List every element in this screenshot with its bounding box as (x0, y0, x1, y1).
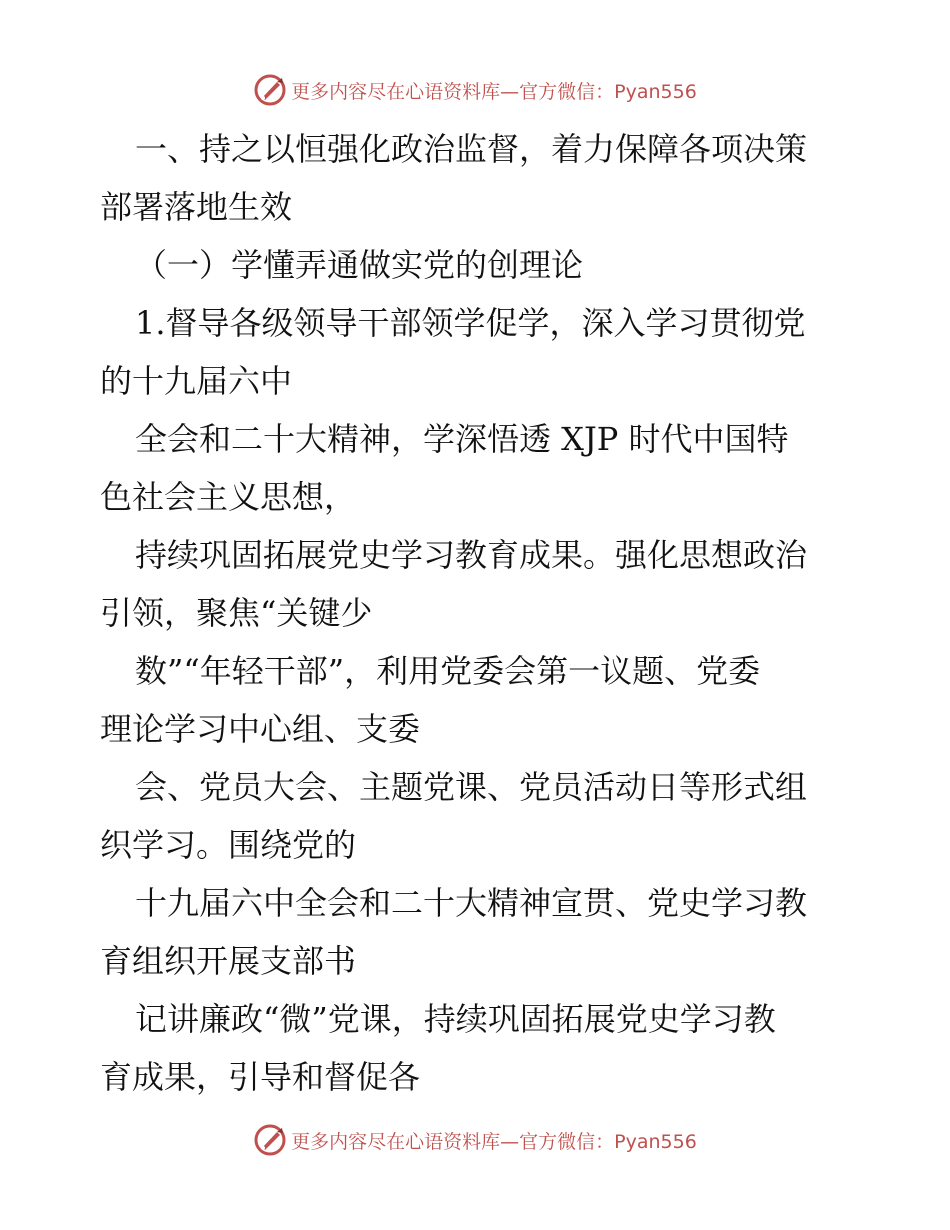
text-line: （一）学懂弄通做实党的创理论 (135, 246, 584, 284)
quill-pen-logo-icon (253, 1123, 287, 1157)
footer-banner (0, 1120, 950, 1160)
text-line: 理论学习中心组、支委 (100, 710, 421, 748)
text-line: 一、持之以恒强化政治监督，着力保障各项决策 (135, 130, 808, 168)
text-line: 育成果，引导和督促各 (100, 1058, 421, 1096)
text-line: 色社会主义思想， (100, 478, 357, 516)
text-line: 织学习。围绕党的 (100, 826, 357, 864)
text-line: 全会和二十大精神，学深悟透 XJP 时代中国特 (135, 420, 789, 458)
text-line: 记讲廉政“微”党课，持续巩固拓展党史学习教 (135, 1000, 776, 1038)
text-line: 部署落地生效 (100, 188, 293, 226)
text-line: 持续巩固拓展党史学习教育成果。强化思想政治 (135, 536, 808, 574)
footer-banner-text: 更多内容尽在心语资料库—官方微信：Pyan556 (291, 1130, 697, 1153)
header-banner-text: 更多内容尽在心语资料库—官方微信：Pyan556 (291, 80, 697, 103)
quill-pen-logo-icon (253, 73, 287, 107)
header-banner (0, 70, 950, 110)
text-line: 1.督导各级领导干部领学促学，深入学习贯彻党 (135, 304, 806, 342)
text-line: 育组织开展支部书 (100, 942, 357, 980)
text-line: 十九届六中全会和二十大精神宣贯、党史学习教 (135, 884, 808, 922)
text-line: 会、党员大会、主题党课、党员活动日等形式组 (135, 768, 808, 806)
text-line: 数”“年轻干部”，利用党委会第一议题、党委 (135, 652, 761, 690)
text-line: 的十九届六中 (100, 362, 293, 400)
text-line: 引领，聚焦“关键少 (100, 594, 373, 632)
